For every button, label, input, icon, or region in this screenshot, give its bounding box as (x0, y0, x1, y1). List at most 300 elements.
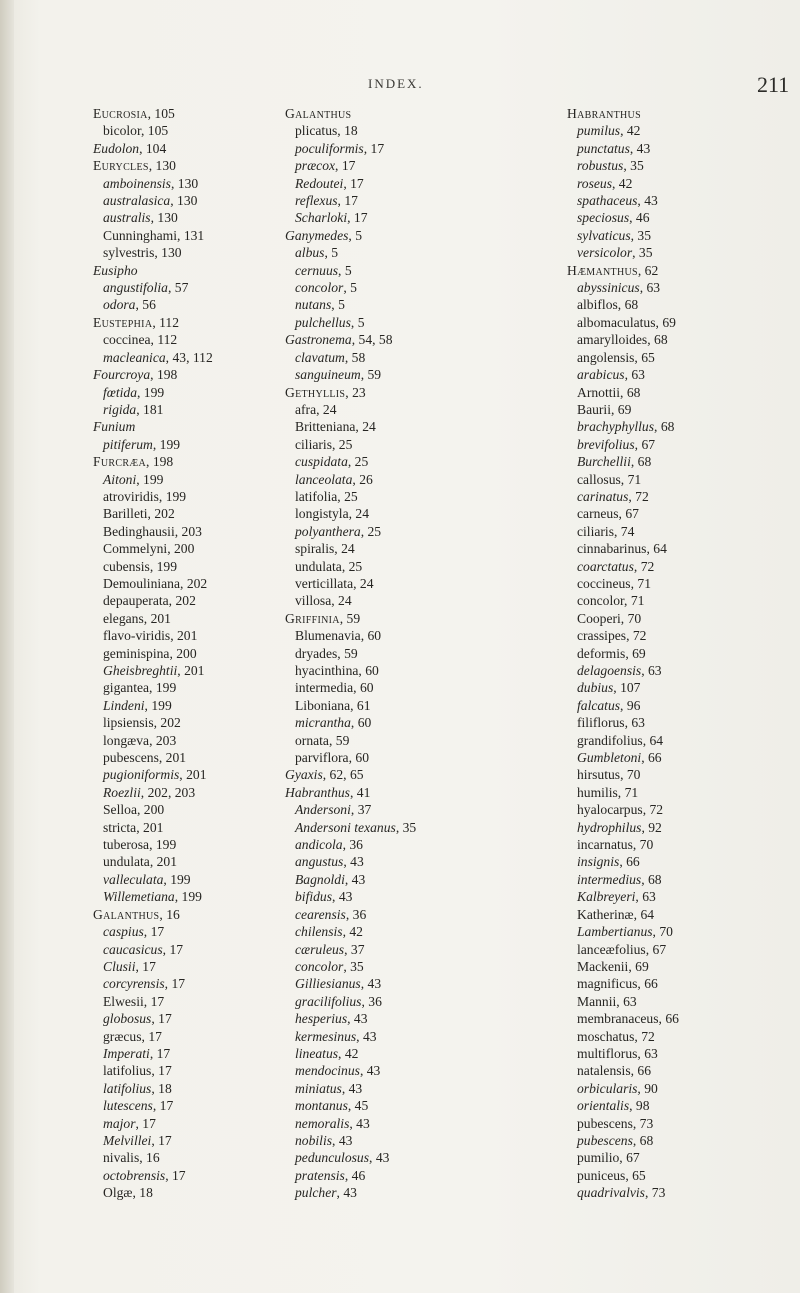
entry-name: versicolor (577, 245, 633, 261)
entry-page-ref: , 35 (623, 158, 644, 174)
index-entry-species (93, 958, 213, 975)
index-entry-species (285, 941, 416, 958)
index-entry-species (567, 801, 679, 818)
index-entry-species (93, 436, 213, 453)
entry-name: concolor (295, 280, 344, 296)
entry-page-ref: , 70 (620, 767, 641, 783)
page-number: 211 (757, 72, 790, 97)
entry-page-ref: , 67 (618, 506, 639, 522)
entry-page-ref: , 70 (632, 837, 654, 853)
index-entry-species (93, 836, 213, 853)
index-entry-species (93, 610, 213, 627)
index-entry-species (567, 366, 679, 383)
entry-name: clavatum (295, 349, 345, 365)
index-entry-species (93, 540, 213, 557)
entry-page-ref: , 17 (164, 976, 186, 992)
index-entry-species (567, 1149, 679, 1166)
entry-page-ref: , 199 (149, 837, 177, 853)
index-entry-species (567, 279, 679, 296)
entry-page-ref: , 24 (355, 419, 376, 435)
index-entry-species (567, 296, 679, 313)
entry-name: nemoralis (295, 1115, 350, 1131)
entry-page-ref: , 60 (348, 750, 369, 766)
index-entry-species (93, 714, 213, 731)
entry-page-ref: , 43 (369, 1150, 390, 1166)
entry-page-ref: , 199 (158, 488, 187, 504)
entry-page-ref: , 199 (136, 471, 164, 487)
entry-name: Melvillei (103, 1132, 152, 1148)
entry-name: latifolius (103, 1080, 152, 1096)
entry-page-ref: , 17 (347, 210, 368, 226)
entry-name: Lambertianus (577, 924, 653, 940)
entry-page-ref: , 105 (140, 123, 169, 139)
entry-page-ref: , 43 (336, 1185, 357, 1201)
entry-page-ref: , 17 (135, 958, 156, 974)
entry-name: geminispina (103, 645, 170, 661)
index-entry-species (285, 575, 416, 592)
entry-page-ref: , 66 (619, 854, 640, 870)
entry-name: Gilliesianus (295, 976, 361, 992)
page-title: INDEX. (368, 76, 424, 91)
entry-page-ref: , 24 (353, 575, 374, 591)
entry-page-ref: , 112 (150, 332, 178, 348)
entry-name: macleanica (103, 349, 166, 365)
entry-page-ref: , 5 (338, 262, 352, 278)
entry-name: insignis (577, 854, 620, 870)
entry-page-ref: , 65 (625, 1167, 646, 1183)
index-entry-species (567, 575, 679, 592)
entry-page-ref: , 17 (337, 193, 358, 209)
entry-page-ref: , 24 (348, 506, 370, 522)
entry-page-ref: , 46 (629, 210, 650, 226)
entry-name: angolensis (577, 349, 635, 365)
entry-name: amboinensis (103, 175, 171, 191)
entry-page-ref: , 131 (177, 227, 205, 243)
entry-name: nobilis (295, 1132, 333, 1148)
entry-page-ref: , 199 (149, 680, 177, 696)
entry-name: Gyaxis (285, 767, 323, 783)
entry-page-ref: , 63 (637, 1045, 658, 1061)
entry-page-ref: , 43 (360, 976, 382, 992)
entry-name: concolor (577, 593, 625, 609)
entry-name: australasica (103, 193, 171, 209)
index-entry-species (567, 958, 679, 975)
entry-page-ref: , 35 (630, 227, 651, 243)
entry-page-ref: , 68 (654, 419, 675, 435)
entry-name: ciliaris (295, 436, 332, 452)
entry-page-ref: , 59 (339, 610, 361, 626)
index-entry-species (285, 853, 416, 870)
index-entry-species (285, 1097, 416, 1114)
entry-name: carneus (577, 506, 619, 522)
entry-name: Ganymedes (285, 227, 349, 243)
index-entry-species (285, 749, 416, 766)
entry-name: hesperius (295, 1011, 348, 1027)
entry-page-ref: , 67 (634, 436, 656, 452)
index-column-1 (93, 105, 213, 1202)
entry-page-ref: , 25 (347, 454, 369, 470)
index-entry-species (285, 140, 416, 157)
entry-name: lanceolata (295, 471, 353, 487)
entry-page-ref: , 130 (150, 210, 178, 226)
index-entry-species (285, 714, 416, 731)
index-entry-species (93, 523, 213, 540)
index-entry-species (567, 923, 679, 940)
entry-page-ref: , 63 (616, 993, 637, 1009)
entry-name: cæruleus (295, 941, 345, 957)
index-entry-species (93, 349, 213, 366)
entry-name: orbicularis (577, 1080, 638, 1096)
entry-name: chilensis (295, 924, 343, 940)
index-entry-species (93, 766, 213, 783)
entry-name: robustus (577, 158, 624, 174)
index-entry-species (93, 209, 213, 226)
entry-name: undulata (295, 558, 342, 574)
index-entry-genus (567, 105, 679, 122)
entry-name: pratensis (295, 1167, 345, 1183)
entry-page-ref: , 67 (619, 1150, 640, 1166)
entry-name: Scharloki (295, 210, 348, 226)
index-entry-species (93, 558, 213, 575)
entry-page-ref: , 60 (353, 680, 374, 696)
entry-name: pumilio (577, 1150, 620, 1166)
index-entry-species (285, 122, 416, 139)
index-entry-species (567, 853, 679, 870)
index-entry-species (93, 471, 213, 488)
entry-name: Eusipho (93, 262, 138, 278)
index-entry-species (567, 679, 679, 696)
index-entry-species (285, 1028, 416, 1045)
entry-name: Mackenii (577, 958, 629, 974)
entry-name: plicatus (295, 123, 338, 139)
entry-name: Britteniana (295, 419, 356, 435)
entry-name: longistyla (295, 506, 349, 522)
index-entry-species (93, 401, 213, 418)
entry-page-ref: , 42 (612, 175, 633, 191)
entry-page-ref: , 62 (637, 262, 659, 278)
entry-page-ref: , 107 (613, 680, 641, 696)
entry-page-ref: , 18 (337, 123, 358, 139)
entry-page-ref: , 130 (170, 193, 198, 209)
entry-page-ref: , 64 (646, 541, 667, 557)
entry-page-ref: , 36 (342, 837, 363, 853)
entry-name: micrantha (295, 715, 351, 731)
entry-name: Redoutei (295, 175, 344, 191)
entry-name: globosus (103, 1011, 152, 1027)
entry-name: Barilleti (103, 506, 148, 522)
index-entry-genus (285, 384, 416, 401)
entry-page-ref: , 56 (135, 297, 156, 313)
index-entry-species (567, 471, 679, 488)
entry-page-ref: , 43 (629, 140, 651, 156)
index-entry-species (285, 436, 416, 453)
index-entry-species (567, 436, 679, 453)
entry-name: Clusii (103, 958, 136, 974)
index-entry-species (567, 227, 679, 244)
index-entry-genus (93, 157, 213, 174)
entry-page-ref: , 92 (641, 819, 662, 835)
index-entry-genus (93, 314, 213, 331)
entry-page-ref: , 24 (331, 593, 352, 609)
entry-name: coccinea (103, 332, 151, 348)
entry-name: angustifolia (103, 280, 168, 296)
index-entry-species (285, 244, 416, 261)
index-entry-species (285, 993, 416, 1010)
entry-page-ref: , 57 (167, 280, 189, 296)
entry-name: ornata (295, 732, 329, 748)
entry-name: caucasicus (103, 941, 163, 957)
index-column-3 (567, 105, 679, 1202)
index-entry-species (285, 1045, 416, 1062)
entry-page-ref: , 62, 65 (322, 767, 364, 783)
entry-page-ref: , 65 (634, 349, 655, 365)
entry-page-ref: , 58 (344, 349, 366, 365)
index-entry-species (567, 401, 679, 418)
entry-name: deformis (577, 645, 626, 661)
index-entry-species (567, 906, 679, 923)
entry-page-ref: , 200 (167, 541, 195, 557)
entry-name: octobrensis (103, 1167, 166, 1183)
entry-name: Andersoni (295, 802, 351, 818)
page-edge (0, 0, 14, 1293)
index-entry-species (93, 175, 213, 192)
entry-name: parviflora (295, 750, 349, 766)
entry-name: albiflos (577, 297, 618, 313)
index-entry-species (285, 1080, 416, 1097)
entry-page-ref: , 68 (630, 454, 652, 470)
entry-name: longæva (103, 732, 150, 748)
entry-name: speciosus (577, 210, 630, 226)
entry-name: latifolius (103, 1063, 152, 1079)
index-entry-genus (285, 105, 416, 122)
entry-name: Cooperi (577, 610, 621, 626)
entry-page-ref: , 202, 203 (140, 784, 196, 800)
entry-name: reflexus (295, 193, 338, 209)
entry-page-ref: , 130 (154, 245, 182, 261)
entry-name: carinatus (577, 488, 629, 504)
entry-name: ciliaris (577, 523, 614, 539)
entry-page-ref: , 35 (395, 819, 417, 835)
entry-page-ref: , 60 (360, 628, 382, 644)
index-entry-species (285, 662, 416, 679)
entry-name: roseus (577, 175, 612, 191)
entry-page-ref: , 199 (144, 697, 172, 713)
index-entry-species (285, 296, 416, 313)
entry-name: hyalocarpus (577, 802, 643, 818)
index-entry-species (93, 975, 213, 992)
entry-page-ref: , 72 (642, 802, 664, 818)
entry-page-ref: , 17 (363, 140, 385, 156)
entry-name: Cunninghami (103, 227, 178, 243)
entry-page-ref: , 5 (343, 280, 357, 296)
index-entry-species (285, 157, 416, 174)
entry-page-ref: , 72 (633, 558, 655, 574)
entry-name: Bagnoldi (295, 871, 345, 887)
entry-name: Willemetiana (103, 889, 175, 905)
entry-name: puniceus (577, 1167, 626, 1183)
entry-page-ref: , 130 (148, 158, 176, 174)
index-entry-species (285, 192, 416, 209)
entry-page-ref: , 63 (639, 280, 661, 296)
entry-name: cearensis (295, 906, 346, 922)
index-entry-species (567, 523, 679, 540)
entry-name: Griffinia (285, 610, 340, 626)
entry-name: verticillata (295, 575, 354, 591)
index-entry-species (285, 1132, 416, 1149)
entry-page-ref: , 72 (634, 1028, 655, 1044)
entry-page-ref: , 70 (620, 610, 642, 626)
entry-page-ref: , 60 (358, 663, 379, 678)
entry-name: pitiferum (103, 436, 153, 452)
entry-page-ref: , 43 (332, 889, 353, 905)
index-entry-species (93, 888, 213, 905)
index-entry-genus (93, 105, 213, 122)
entry-name: cernuus (295, 262, 339, 278)
entry-name: Funium (93, 419, 136, 435)
index-entry-species (93, 279, 213, 296)
index-entry-species (93, 732, 213, 749)
entry-page-ref: , 90 (637, 1080, 658, 1096)
index-entry-genus (285, 227, 416, 244)
entry-name: fœtida (103, 384, 137, 400)
index-entry-species (567, 331, 679, 348)
index-entry-species (93, 871, 213, 888)
index-entry-species (567, 209, 679, 226)
entry-page-ref: , 71 (624, 593, 645, 609)
entry-name: Katherinæ (577, 906, 634, 922)
index-entry-species (285, 279, 416, 296)
index-entry-species (285, 418, 416, 435)
index-entry-species (93, 296, 213, 313)
entry-page-ref: , 63 (624, 367, 645, 383)
index-entry-species (285, 697, 416, 714)
entry-page-ref: , 63 (624, 715, 645, 731)
entry-name: humilis (577, 784, 618, 800)
index-entry-species (567, 645, 679, 662)
index-entry-species (285, 888, 416, 905)
entry-page-ref: , 201 (143, 610, 171, 626)
entry-page-ref: , 17 (151, 1063, 172, 1079)
entry-name: Roezlii (103, 784, 141, 800)
index-entry-species (567, 1167, 679, 1184)
index-entry-species (93, 923, 213, 940)
entry-page-ref: , 59 (337, 645, 358, 661)
entry-page-ref: , 61 (350, 697, 371, 713)
entry-page-ref: , 25 (341, 558, 363, 574)
index-entry-species (93, 941, 213, 958)
index-entry-species (567, 175, 679, 192)
entry-name: incarnatus (577, 837, 633, 853)
index-entry-species (93, 1184, 213, 1201)
entry-page-ref: , 37 (344, 941, 365, 957)
entry-page-ref: , 202 (147, 506, 175, 522)
entry-name: Blumenavia (295, 628, 361, 644)
entry-name: Mannii (577, 993, 617, 1009)
entry-name: rigida (103, 401, 137, 417)
index-entry-species (567, 766, 679, 783)
entry-name: Gastronema (285, 332, 352, 348)
index-entry-species (285, 836, 416, 853)
entry-name: præcox (295, 158, 336, 174)
entry-name: Bedinghausii (103, 523, 175, 539)
entry-name: pubescens (577, 1132, 633, 1148)
entry-name: Selloa (103, 802, 137, 818)
entry-page-ref: , 43 (343, 854, 364, 870)
entry-page-ref: , 43 (359, 1063, 381, 1079)
entry-name: hydrophilus (577, 819, 642, 835)
entry-page-ref: , 112 (152, 314, 180, 330)
index-entry-species (567, 558, 679, 575)
index-entry-species (93, 331, 213, 348)
entry-page-ref: , 69 (625, 645, 646, 661)
index-entry-species (567, 888, 679, 905)
index-entry-species (567, 1062, 679, 1079)
entry-page-ref: , 67 (645, 941, 667, 957)
entry-page-ref: , 199 (174, 889, 202, 905)
index-entry-species (285, 349, 416, 366)
index-entry-species (567, 871, 679, 888)
entry-name: brachyphyllus (577, 419, 655, 435)
entry-name: gracilifolius (295, 993, 362, 1009)
index-entry-species (567, 1132, 679, 1149)
entry-name: australis (103, 210, 151, 226)
entry-name: kermesinus (295, 1028, 357, 1044)
index-entry-genus (93, 262, 213, 279)
entry-name: Habranthus (567, 106, 641, 121)
entry-name: Eurycles (93, 158, 149, 174)
entry-name: Gethyllis (285, 384, 346, 400)
entry-name: Gumbletoni (577, 750, 642, 766)
index-entry-species (567, 836, 679, 853)
entry-name: pulchellus (295, 314, 351, 330)
entry-name: flavo-viridis (103, 628, 171, 644)
entry-page-ref: , 24 (334, 541, 355, 557)
index-entry-species (567, 1115, 679, 1132)
entry-page-ref: , 203 (174, 523, 202, 539)
entry-page-ref: , 66 (637, 976, 658, 992)
entry-name: tuberosa (103, 837, 150, 853)
entry-name: atroviridis (103, 488, 159, 504)
index-entry-species (93, 244, 213, 261)
entry-name: membranaceus (577, 1011, 659, 1027)
index-entry-species (93, 192, 213, 209)
index-entry-species (93, 575, 213, 592)
entry-name: spathaceus (577, 193, 638, 209)
entry-page-ref: , 43 (341, 1080, 363, 1096)
entry-name: undulata (103, 854, 150, 870)
entry-name: valleculata (103, 871, 164, 887)
index-entry-species (93, 122, 213, 139)
index-entry-species (567, 784, 679, 801)
entry-page-ref: , 181 (136, 401, 164, 417)
entry-page-ref: , 68 (647, 332, 668, 348)
entry-name: Furcræa (93, 454, 147, 470)
entry-page-ref: , 17 (151, 1011, 172, 1027)
index-entry-species (93, 505, 213, 522)
entry-page-ref: , 5 (348, 227, 363, 243)
index-entry-species (567, 540, 679, 557)
index-entry-species (567, 1080, 679, 1097)
entry-name: Eucrosia (93, 106, 148, 121)
entry-name: Eustephia (93, 314, 153, 330)
entry-name: nutans (295, 297, 332, 313)
index-entry-species (567, 1097, 679, 1114)
entry-name: Baurii (577, 401, 611, 417)
entry-page-ref: , 43 (637, 193, 658, 209)
index-entry-species (285, 523, 416, 540)
index-entry-species (567, 418, 679, 435)
entry-name: poculiformis (295, 140, 364, 156)
